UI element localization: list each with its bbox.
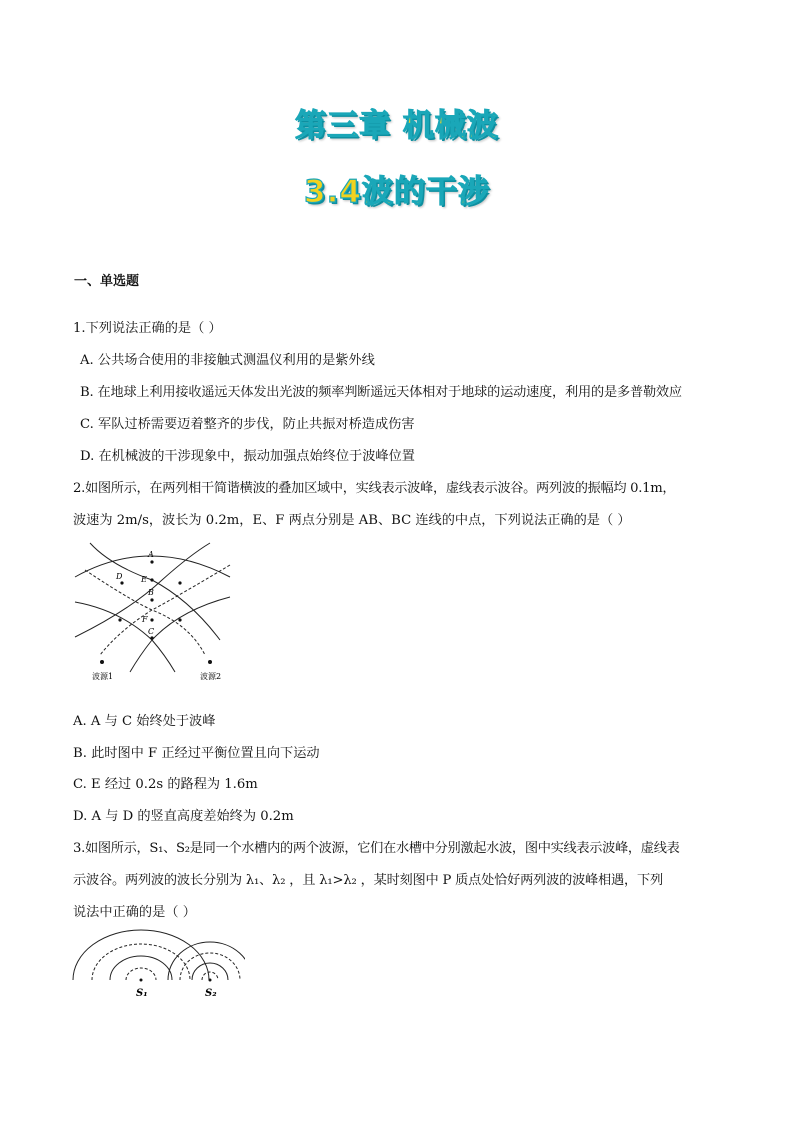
chapter-title: 第三章 机械波: [295, 108, 499, 144]
label-source-1: 波源1: [92, 672, 114, 681]
section-title: 3.4波的干涉: [304, 174, 490, 210]
label-s1: S₁: [136, 988, 148, 999]
point-left-lower: [118, 618, 121, 621]
question-1-option-c: C. 军队过桥需要迈着整齐的步伐，防止共振对桥造成伤害: [80, 417, 415, 432]
label-d: D: [116, 572, 123, 581]
question-3-stem-line-2: 示波谷。两列波的波长分别为 λ₁、λ₂ ，且 λ₁>λ₂ ，某时刻图中 P 质点处恰好两列波的波峰相遇，下列: [73, 873, 663, 888]
question-1-option-b: B. 在地球上利用接收遥远天体发出光波的频率判断遥远天体相对于地球的运动速度，利用的是多普勒效应: [80, 385, 682, 400]
point-right-upper: [178, 581, 181, 584]
question-1-stem: 1.下列说法正确的是（ ）: [73, 321, 222, 336]
question-1-option-a: A. 公共场合使用的非接触式测温仪利用的是紫外线: [80, 353, 375, 368]
point-a: [150, 560, 153, 563]
s2-trough: [180, 953, 240, 980]
label-b: B: [148, 588, 154, 597]
s1-dot: [140, 979, 143, 982]
crest-line: [75, 602, 175, 672]
question-2-figure: [70, 540, 240, 685]
point-d: [120, 581, 123, 584]
label-source-2: 波源2: [200, 672, 222, 681]
question-3-stem-line-1: 3.如图所示，S₁、S₂是同一个水槽内的两个波源，它们在水槽中分别激起水波，图中实线表示波峰，虚线表: [73, 841, 680, 856]
point-c: [150, 636, 153, 639]
question-2-option-b: B. 此时图中 F 正经过平衡位置且向下运动: [73, 746, 320, 761]
point-f: [150, 618, 153, 621]
crest-line: [90, 543, 220, 640]
point-right-lower: [178, 618, 181, 621]
source-1-dot: [100, 660, 104, 664]
question-2-option-d: D. A 与 D 的竖直高度差始终为 0.2m: [73, 809, 294, 824]
label-f: F: [142, 615, 148, 624]
label-s2: S₂: [205, 988, 217, 999]
s2-dot: [209, 979, 212, 982]
label-c: C: [148, 627, 155, 636]
label-a: A: [148, 550, 154, 559]
question-3-stem-line-3: 说法中正确的是（ ）: [73, 905, 196, 920]
s1-trough: [92, 944, 190, 980]
question-2-option-a: A. A 与 C 始终处于波峰: [73, 714, 216, 729]
question-1-option-d: D. 在机械波的干涉现象中，振动加强点始终位于波峰位置: [80, 449, 415, 464]
crest-line: [75, 556, 230, 577]
question-2-option-c: C. E 经过 0.2s 的路程为 1.6m: [73, 777, 258, 792]
point-b: [150, 598, 153, 601]
question-2-stem-line-1: 2.如图所示，在两列相干简谐横波的叠加区域中，实线表示波峰，虚线表示波谷。两列波的振幅均 0.1m，: [73, 481, 676, 496]
s2-crest: [168, 942, 245, 980]
section-heading: 一、单选题: [74, 274, 140, 289]
crest-line: [130, 597, 230, 672]
source-2-dot: [208, 660, 212, 664]
s1-trough: [126, 968, 156, 980]
question-3-figure: [70, 925, 245, 1000]
label-e: E: [141, 575, 147, 584]
question-2-stem-line-2: 波速为 2m/s，波长为 0.2m，E、F 两点分别是 AB、BC 连线的中点，下列说法正确的是（ ）: [73, 513, 631, 528]
point-e: [150, 578, 153, 581]
